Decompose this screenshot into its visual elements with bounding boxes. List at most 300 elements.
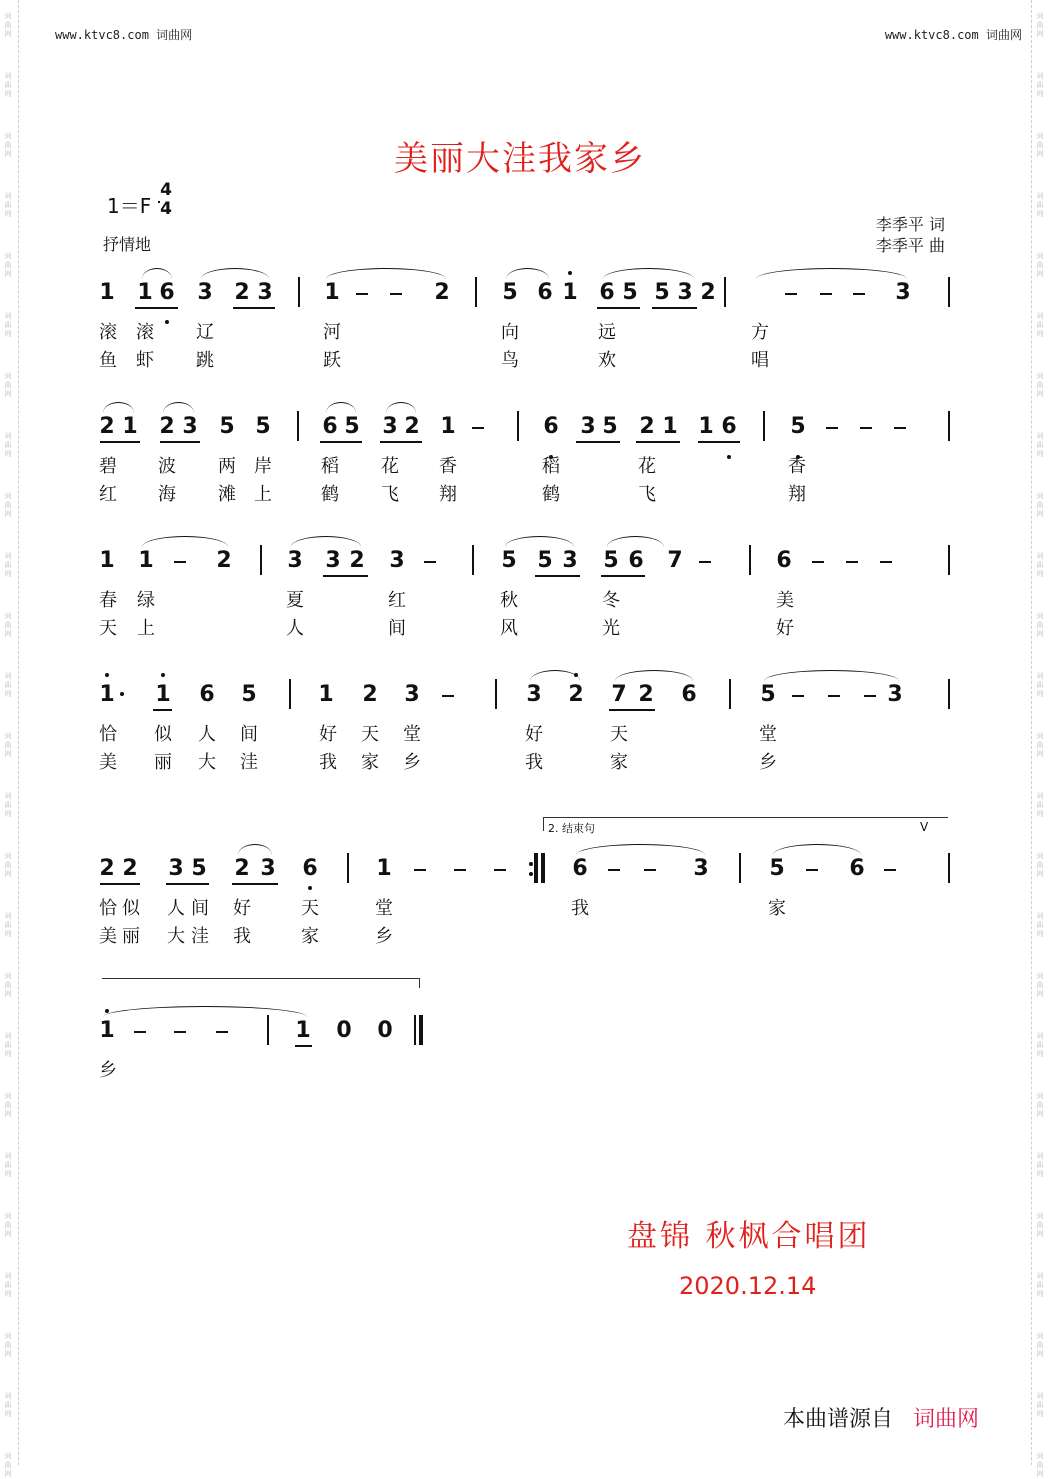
header-left-url[interactable]: www.ktvc8.com xyxy=(55,28,149,42)
lyric-verse1: 绿 xyxy=(137,590,155,611)
lyric-verse2: 大 xyxy=(167,926,185,947)
slur xyxy=(103,402,134,413)
note: 6 xyxy=(322,414,338,439)
note: 2 xyxy=(404,414,420,439)
sustain-dash xyxy=(880,561,892,563)
sustain-dash xyxy=(806,869,818,871)
barline xyxy=(298,277,300,307)
sustain-dash xyxy=(864,695,876,697)
slur xyxy=(576,844,705,855)
slur xyxy=(505,536,574,547)
note: 5 xyxy=(769,856,785,881)
lyric-verse2: 飞 xyxy=(638,484,656,505)
watermark-mark: 词 曲 网 xyxy=(4,372,12,398)
note: 1 xyxy=(122,414,138,439)
time-signature-top: 4 xyxy=(160,180,172,200)
watermark-mark: 词 曲 网 xyxy=(1036,312,1044,338)
note: 6 xyxy=(543,414,559,439)
note: 1 xyxy=(562,280,578,305)
right-watermark-strip xyxy=(1031,0,1050,1478)
watermark-mark: 词 曲 网 xyxy=(1036,972,1044,998)
lyric-verse1: 香 xyxy=(788,456,806,477)
beam-underline xyxy=(698,441,740,443)
lyric-verse1: 香 xyxy=(439,456,457,477)
watermark-mark: 词 曲 网 xyxy=(1036,12,1044,38)
lyric-verse2: 洼 xyxy=(240,752,258,773)
note: 2 xyxy=(122,856,138,881)
beam-underline xyxy=(535,575,580,577)
watermark-mark: 词 曲 网 xyxy=(4,72,12,98)
note: 0 xyxy=(336,1018,352,1043)
note: 1 xyxy=(295,1018,311,1043)
note: 3 xyxy=(404,682,420,707)
sustain-dash xyxy=(846,561,858,563)
barline xyxy=(297,411,299,441)
note: 1 xyxy=(440,414,456,439)
watermark-mark: 词 曲 网 xyxy=(4,312,12,338)
watermark-mark: 词 曲 网 xyxy=(4,1092,12,1118)
lyric-verse1: 堂 xyxy=(375,898,393,919)
watermark-mark: 词 曲 网 xyxy=(1036,1272,1044,1298)
note: 2 xyxy=(568,682,584,707)
beam-underline xyxy=(609,709,655,711)
beam-underline xyxy=(160,441,200,443)
watermark-mark: 词 曲 网 xyxy=(4,1272,12,1298)
note: 5 xyxy=(622,280,638,305)
lyric-verse2: 飞 xyxy=(381,484,399,505)
lyric-verse1: 堂 xyxy=(759,724,777,745)
lyric-verse1: 间 xyxy=(191,898,209,919)
sustain-dash xyxy=(174,561,186,563)
sustain-dash xyxy=(785,293,797,295)
lyric-verse1: 花 xyxy=(381,456,399,477)
sustain-dash xyxy=(699,561,711,563)
sustain-dash xyxy=(792,695,804,697)
barline xyxy=(495,679,497,709)
note: 1 xyxy=(99,280,115,305)
slur xyxy=(103,1006,307,1017)
watermark-mark: 词 曲 网 xyxy=(1036,72,1044,98)
lyric-verse1: 方 xyxy=(751,322,769,343)
note: 3 xyxy=(389,548,405,573)
lyric-verse1: 好 xyxy=(525,724,543,745)
lyric-verse1: 恰 xyxy=(99,724,117,745)
watermark-mark: 词 曲 网 xyxy=(4,1452,12,1478)
lyric-verse2: 鱼 xyxy=(99,350,117,371)
watermark-mark: 词 曲 网 xyxy=(1036,492,1044,518)
barline xyxy=(749,545,751,575)
note: 5 xyxy=(344,414,360,439)
note: 2 xyxy=(639,414,655,439)
lyric-verse1: 好 xyxy=(319,724,337,745)
sustain-dash xyxy=(454,869,466,871)
sustain-dash xyxy=(644,869,656,871)
barline xyxy=(724,277,726,307)
note: 5 xyxy=(219,414,235,439)
note: 5 xyxy=(241,682,257,707)
note: 1 xyxy=(138,548,154,573)
time-signature-bottom: 4 xyxy=(160,199,172,219)
watermark-mark: 词 曲 网 xyxy=(4,732,12,758)
repeat-dot xyxy=(529,872,533,876)
lyric-verse2: 鸟 xyxy=(501,350,519,371)
lyric-verse2: 鹤 xyxy=(321,484,339,505)
repeat-barline xyxy=(419,1015,423,1045)
octave-dot-below xyxy=(727,455,731,459)
note: 3 xyxy=(887,682,903,707)
note: 7 xyxy=(611,682,627,707)
repeat-dot xyxy=(529,862,533,866)
beam-underline xyxy=(166,883,209,885)
lyric-verse1: 波 xyxy=(158,456,176,477)
octave-dot-above xyxy=(105,673,109,677)
note: 5 xyxy=(603,548,619,573)
sustain-dash xyxy=(820,293,832,295)
note: 3 xyxy=(168,856,184,881)
slur xyxy=(603,268,694,279)
slur xyxy=(326,402,356,413)
tempo-marking: 抒情地 xyxy=(103,235,152,254)
barline xyxy=(475,277,477,307)
note: 6 xyxy=(776,548,792,573)
lyric-verse2: 欢 xyxy=(598,350,616,371)
sustain-dash xyxy=(826,427,838,429)
choir-signature: 盘锦 秋枫合唱团 xyxy=(627,1219,871,1254)
lyric-verse2: 鹤 xyxy=(542,484,560,505)
signature-date: 2020.12.14 xyxy=(679,1272,817,1300)
note: 3 xyxy=(526,682,542,707)
slur xyxy=(386,402,416,413)
watermark-mark: 词 曲 网 xyxy=(4,1212,12,1238)
watermark-mark: 词 曲 网 xyxy=(1036,672,1044,698)
sustain-dash xyxy=(134,1031,146,1033)
beam-underline xyxy=(652,307,697,309)
lyric-verse1: 似 xyxy=(122,898,140,919)
lyric-verse2: 上 xyxy=(254,484,272,505)
sustain-dash xyxy=(390,293,402,295)
note: 3 xyxy=(197,280,213,305)
sustain-dash xyxy=(828,695,840,697)
note: 0 xyxy=(377,1018,393,1043)
final-barline xyxy=(414,1015,416,1045)
watermark-mark: 词 曲 网 xyxy=(4,792,12,818)
watermark-mark: 词 曲 网 xyxy=(4,552,12,578)
lyric-verse2: 光 xyxy=(602,618,620,639)
song-title: 美丽大洼我家乡 xyxy=(394,139,646,179)
watermark-mark: 词 曲 网 xyxy=(1036,192,1044,218)
lyric-verse1: 堂 xyxy=(403,724,421,745)
lyric-verse1: 天 xyxy=(610,724,628,745)
note: 3 xyxy=(580,414,596,439)
note: 6 xyxy=(599,280,615,305)
watermark-mark: 词 曲 网 xyxy=(4,1392,12,1418)
sustain-dash xyxy=(424,561,436,563)
beam-underline xyxy=(100,441,140,443)
lyric-verse1: 间 xyxy=(240,724,258,745)
lyric-verse1: 人 xyxy=(167,898,185,919)
lyric-verse1: 秋 xyxy=(500,590,518,611)
header-right-site[interactable]: 词曲网 xyxy=(985,28,1022,42)
lyric-verse2: 海 xyxy=(158,484,176,505)
lyric-verse2: 风 xyxy=(500,618,518,639)
lyric-verse2: 翔 xyxy=(788,484,806,505)
watermark-mark: 词 曲 网 xyxy=(4,972,12,998)
watermark-mark: 词 曲 网 xyxy=(4,132,12,158)
slur xyxy=(163,402,194,413)
sustain-dash xyxy=(494,869,506,871)
lyric-verse1: 远 xyxy=(598,322,616,343)
lyric-verse2: 乡 xyxy=(375,926,393,947)
lyric-verse2: 跳 xyxy=(196,350,214,371)
lyric-verse1: 红 xyxy=(388,590,406,611)
watermark-mark: 词 曲 网 xyxy=(1036,372,1044,398)
lyric-verse1: 似 xyxy=(154,724,172,745)
barline xyxy=(948,545,950,575)
watermark-mark: 词 曲 网 xyxy=(1036,1212,1044,1238)
note: 3 xyxy=(260,856,276,881)
lyric-verse2: 间 xyxy=(388,618,406,639)
lyric-verse1: 滚 xyxy=(136,322,154,343)
watermark-mark: 词 曲 网 xyxy=(1036,252,1044,278)
barline xyxy=(948,411,950,441)
sustain-dash xyxy=(853,293,865,295)
watermark-mark: 词 曲 网 xyxy=(1036,132,1044,158)
lyric-verse1: 花 xyxy=(638,456,656,477)
lyric-verse1: 美 xyxy=(776,590,794,611)
note: 3 xyxy=(562,548,578,573)
note: 6 xyxy=(302,856,318,881)
barline xyxy=(948,853,950,883)
watermark-mark: 词 曲 网 xyxy=(4,492,12,518)
sustain-dash xyxy=(216,1031,228,1033)
footer-source-label: 本曲谱源自 xyxy=(783,1407,894,1432)
note: 3 xyxy=(382,414,398,439)
lyric-verse1: 碧 xyxy=(99,456,117,477)
beam-underline xyxy=(636,441,680,443)
sustain-dash xyxy=(442,695,454,697)
note: 1 xyxy=(698,414,714,439)
slur xyxy=(326,268,446,279)
lyric-verse2: 我 xyxy=(233,926,251,947)
lyric-verse1: 家 xyxy=(768,898,786,919)
lyric-verse1: 天 xyxy=(361,724,379,745)
slur xyxy=(201,268,269,279)
sustain-dash xyxy=(356,293,368,295)
note: 2 xyxy=(349,548,365,573)
slur xyxy=(142,536,228,547)
header-left-site[interactable]: 词曲网 xyxy=(156,28,193,42)
barline xyxy=(347,853,349,883)
octave-dot-below xyxy=(165,320,169,324)
header-right-url[interactable]: www.ktvc8.com xyxy=(884,28,979,42)
sustain-dash xyxy=(884,869,896,871)
lyric-verse1: 两 xyxy=(218,456,236,477)
lyric-verse2: 唱 xyxy=(751,350,769,371)
beam-underline xyxy=(295,1045,312,1047)
watermark-mark: 词 曲 网 xyxy=(4,1332,12,1358)
left-watermark-strip xyxy=(0,0,19,1478)
note: 3 xyxy=(257,280,273,305)
note: 6 xyxy=(628,548,644,573)
note: 7 xyxy=(667,548,683,573)
beam-underline xyxy=(232,883,278,885)
note: 2 xyxy=(234,280,250,305)
lyric-verse1: 我 xyxy=(571,898,589,919)
lyric-verse2: 虾 xyxy=(136,350,154,371)
slur xyxy=(530,670,580,681)
slur xyxy=(142,268,172,279)
beam-underline xyxy=(153,709,172,711)
note: 2 xyxy=(638,682,654,707)
lyric-verse1: 好 xyxy=(233,898,251,919)
lyric-verse2: 家 xyxy=(301,926,319,947)
lyric-verse2: 大 xyxy=(198,752,216,773)
lyric-verse1: 稻 xyxy=(321,456,339,477)
lyric-verse2: 人 xyxy=(286,618,304,639)
note: 5 xyxy=(501,548,517,573)
composer-credit: 李季平 曲 xyxy=(875,236,945,255)
header-right[interactable] xyxy=(885,26,1022,43)
header-left[interactable] xyxy=(55,26,192,43)
lyricist-credit: 李季平 词 xyxy=(875,215,945,234)
watermark-mark: 词 曲 网 xyxy=(1036,792,1044,818)
note: 2 xyxy=(216,548,232,573)
beam-underline xyxy=(135,307,178,309)
sustain-dash xyxy=(812,561,824,563)
lyric-verse1: 辽 xyxy=(196,322,214,343)
lyric-verse1: 恰 xyxy=(99,898,117,919)
note: 1 xyxy=(137,280,153,305)
lyric-verse2: 乡 xyxy=(759,752,777,773)
beam-underline xyxy=(380,441,422,443)
sustain-dash xyxy=(472,427,484,429)
slur xyxy=(506,268,549,279)
note: 5 xyxy=(654,280,670,305)
note: 3 xyxy=(677,280,693,305)
footer-source-site[interactable]: 词曲网 xyxy=(913,1407,980,1432)
note: 2 xyxy=(99,856,115,881)
lyric-verse1: 滚 xyxy=(99,322,117,343)
sustain-dash xyxy=(860,427,872,429)
slur xyxy=(291,536,361,547)
watermark-mark: 词 曲 网 xyxy=(1036,1032,1044,1058)
lyric-verse1: 河 xyxy=(323,322,341,343)
watermark-mark: 词 曲 网 xyxy=(1036,1092,1044,1118)
note: 6 xyxy=(721,414,737,439)
lyric-verse1: 春 xyxy=(99,590,117,611)
lyric-verse2: 好 xyxy=(776,618,794,639)
beam-underline xyxy=(323,575,368,577)
watermark-mark: 词 曲 网 xyxy=(1036,732,1044,758)
watermark-mark: 词 曲 网 xyxy=(4,192,12,218)
slur xyxy=(607,536,664,547)
watermark-mark: 词 曲 网 xyxy=(1036,612,1044,638)
barline xyxy=(260,545,262,575)
watermark-mark: 词 曲 网 xyxy=(1036,432,1044,458)
lyric-verse1: 向 xyxy=(501,322,519,343)
barline xyxy=(948,277,950,307)
watermark-mark: 词 曲 网 xyxy=(4,672,12,698)
watermark-mark: 词 曲 网 xyxy=(4,1032,12,1058)
slur xyxy=(756,268,907,279)
note: 2 xyxy=(99,414,115,439)
beam-underline xyxy=(100,883,140,885)
lyric-verse1: 人 xyxy=(198,724,216,745)
lyric-verse1: 冬 xyxy=(602,590,620,611)
note: 2 xyxy=(159,414,175,439)
note: 1 xyxy=(318,682,334,707)
watermark-mark: 词 曲 网 xyxy=(4,1152,12,1178)
slur xyxy=(615,670,693,681)
lyric-verse2: 美 xyxy=(99,926,117,947)
watermark-mark: 词 曲 网 xyxy=(4,432,12,458)
lyric-verse2: 丽 xyxy=(122,926,140,947)
lyric-verse1: 夏 xyxy=(286,590,304,611)
beam-underline xyxy=(601,575,645,577)
barline xyxy=(472,545,474,575)
volta-bracket xyxy=(543,817,948,818)
note: 3 xyxy=(693,856,709,881)
lyric-verse1: 岸 xyxy=(254,456,272,477)
barline xyxy=(729,679,731,709)
slur xyxy=(773,844,861,855)
lyric-verse2: 我 xyxy=(319,752,337,773)
lyric-verse2: 美 xyxy=(99,752,117,773)
sustain-dash xyxy=(174,1031,186,1033)
note: 5 xyxy=(602,414,618,439)
slur xyxy=(764,670,899,681)
note: 1 xyxy=(99,682,115,707)
note: 3 xyxy=(325,548,341,573)
watermark-mark: 词 曲 网 xyxy=(1036,852,1044,878)
watermark-mark: 词 曲 网 xyxy=(1036,552,1044,578)
note: 5 xyxy=(191,856,207,881)
barline xyxy=(289,679,291,709)
note: 1 xyxy=(376,856,392,881)
lyric-verse2: 上 xyxy=(137,618,155,639)
beam-underline xyxy=(233,307,275,309)
lyric-verse1: 稻 xyxy=(542,456,560,477)
note: 3 xyxy=(287,548,303,573)
note: 5 xyxy=(537,548,553,573)
note: 6 xyxy=(537,280,553,305)
beam-underline xyxy=(597,307,640,309)
lyric-verse2: 红 xyxy=(99,484,117,505)
note: 2 xyxy=(700,280,716,305)
watermark-mark: 词 曲 网 xyxy=(1036,1332,1044,1358)
note: 6 xyxy=(681,682,697,707)
barline xyxy=(517,411,519,441)
barline xyxy=(267,1015,269,1045)
barline xyxy=(739,853,741,883)
lyric-verse1: 天 xyxy=(301,898,319,919)
time-signature xyxy=(158,181,174,219)
lyric-verse2: 乡 xyxy=(403,752,421,773)
repeat-barline xyxy=(541,853,545,883)
octave-dot-below xyxy=(308,886,312,890)
barline xyxy=(763,411,765,441)
watermark-mark: 词 曲 网 xyxy=(4,12,12,38)
note: 5 xyxy=(760,682,776,707)
augmentation-dot xyxy=(120,692,124,696)
note: 5 xyxy=(790,414,806,439)
note: 2 xyxy=(234,856,250,881)
sustain-dash xyxy=(414,869,426,871)
lyric-verse2: 家 xyxy=(610,752,628,773)
note: 1 xyxy=(99,548,115,573)
sustain-dash xyxy=(894,427,906,429)
footer-source[interactable] xyxy=(783,1402,979,1433)
